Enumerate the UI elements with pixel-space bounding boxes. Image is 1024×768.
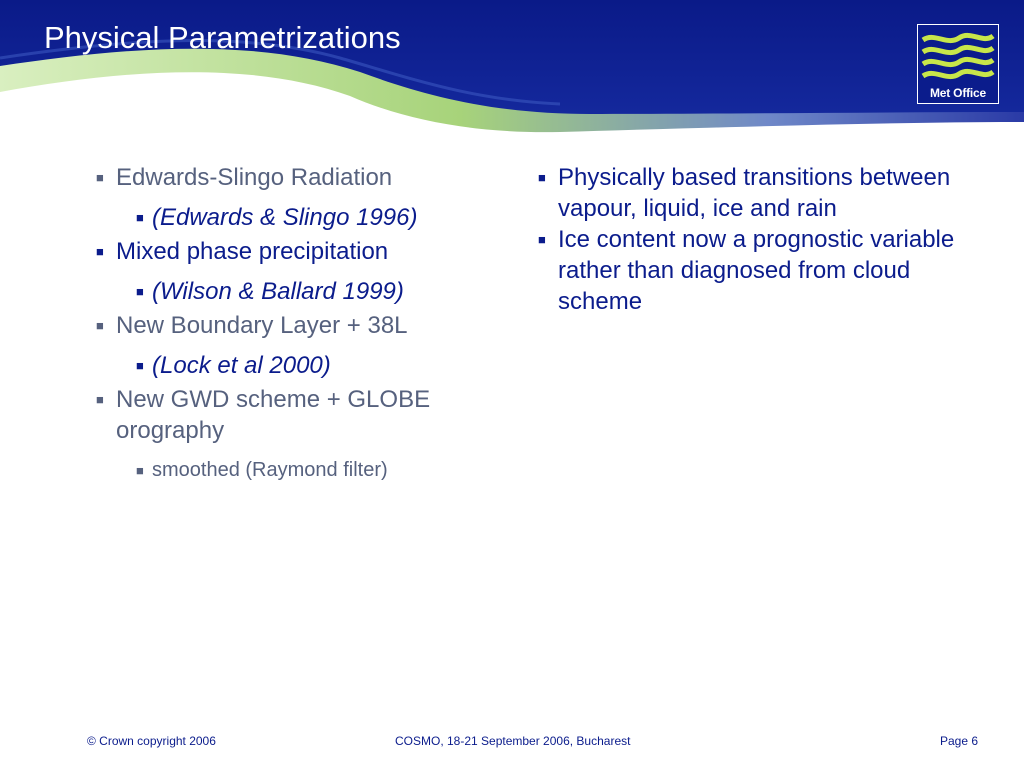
bullet-text: Edwards-Slingo Radiation	[116, 164, 393, 191]
bullet-text: Physically based transitions between vapour, liquid, ice and rain	[558, 164, 951, 222]
bullet-square-icon: ■	[96, 244, 104, 259]
bullet-square-icon: ■	[538, 170, 546, 185]
bullet-square-icon: ■	[96, 170, 104, 185]
sub-bullet-text: smoothed (Raymond filter)	[152, 459, 388, 481]
footer-copyright: © Crown copyright 2006	[87, 734, 216, 748]
bullet-item	[538, 224, 978, 317]
footer-page-number: Page 6	[940, 734, 979, 748]
bullet-item	[96, 310, 516, 341]
met-office-logo	[917, 24, 999, 104]
bullet-square-icon: ■	[136, 358, 144, 373]
slide-title: Physical Parametrizations	[44, 20, 401, 55]
bullet-text: Mixed phase precipitation	[116, 238, 389, 265]
bullet-text: New GWD scheme + GLOBE orography	[116, 386, 431, 444]
right-bullet-column	[538, 162, 978, 317]
bullet-item	[96, 236, 516, 267]
logo-label: Met Office	[929, 86, 986, 100]
bullet-text: New Boundary Layer + 38L	[116, 312, 408, 339]
bullet-square-icon: ■	[96, 392, 104, 407]
slide-header	[0, 0, 1024, 140]
bullet-square-icon: ■	[136, 284, 144, 299]
sub-bullet-text: (Wilson & Ballard 1999)	[152, 278, 404, 305]
sub-bullet-item	[96, 455, 516, 486]
bullet-item	[96, 162, 516, 193]
bullet-text: Ice content now a prognostic variable rather than diagnosed from cloud scheme	[558, 226, 955, 315]
bullet-item	[96, 384, 516, 446]
footer-event: COSMO, 18-21 September 2006, Bucharest	[395, 734, 631, 748]
sub-bullet-item	[96, 276, 516, 307]
bullet-item	[538, 162, 978, 224]
bullet-square-icon: ■	[136, 463, 144, 478]
sub-bullet-text: (Edwards & Slingo 1996)	[152, 204, 418, 231]
sub-bullet-item	[96, 202, 516, 233]
bullet-square-icon: ■	[136, 210, 144, 225]
sub-bullet-text: (Lock et al 2000)	[152, 352, 331, 379]
bullet-square-icon: ■	[538, 232, 546, 247]
bullet-square-icon: ■	[96, 318, 104, 333]
left-bullet-column	[96, 162, 516, 489]
sub-bullet-item	[96, 350, 516, 381]
